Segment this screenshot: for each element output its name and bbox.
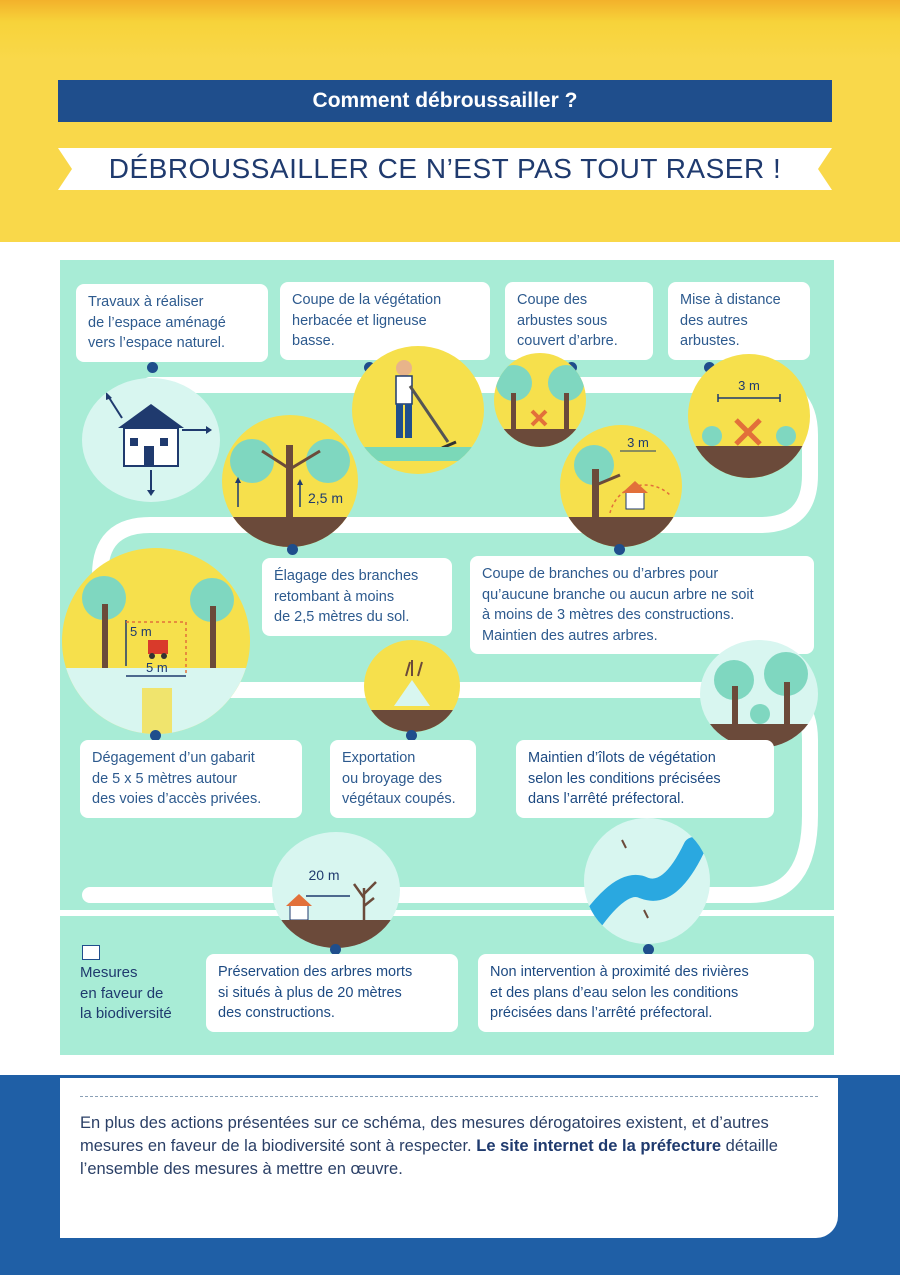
biodiversity-legend-swatch bbox=[82, 945, 100, 960]
branch-clearance-illustration bbox=[560, 425, 682, 547]
worker-mowing-illustration bbox=[352, 346, 484, 474]
measure-2-5m: 2,5 m bbox=[308, 490, 344, 506]
step-rivieres-text: Non intervention à proximité des rivières et des plans d’eau selon les conditions précisées dans l’arrêté préfectoral. bbox=[490, 964, 749, 1021]
step-coupe-arbustes-text: Coupe des arbustes sous couvert d’arbre. bbox=[517, 292, 618, 349]
step-mise-distance-text: Mise à distance des autres arbustes. bbox=[680, 292, 781, 349]
step-travaux-text: Travaux à réaliser de l’espace aménagé vers l’espace naturel. bbox=[88, 294, 226, 351]
vegetation-islands-illustration bbox=[700, 640, 818, 748]
headline-banner bbox=[58, 148, 832, 190]
measure-3m-a: 3 m bbox=[738, 378, 760, 393]
step-degagement-text: Dégagement d’un gabarit de 5 x 5 mètres autour des voies d’accès privées. bbox=[92, 750, 262, 807]
step-travaux-marker bbox=[147, 362, 158, 373]
shrub-under-tree-illustration bbox=[494, 353, 586, 447]
biodiversity-legend-label: Mesures en faveur de la biodiversité bbox=[80, 964, 172, 1022]
headline-text: DÉBROUSSAILLER CE N’EST PAS TOUT RASER ! bbox=[108, 153, 782, 184]
step-coupe-vegetation-text: Coupe de la végétation herbacée et ligneuse basse. bbox=[292, 292, 442, 349]
footer-divider bbox=[80, 1096, 818, 1097]
access-road-clearance-illustration bbox=[62, 548, 250, 734]
debris-removal-illustration bbox=[364, 640, 460, 732]
step-elagage-box bbox=[262, 558, 452, 636]
measure-5m-horizontal: 5 m bbox=[146, 660, 168, 675]
pruning-illustration bbox=[222, 415, 358, 547]
step-degagement-box bbox=[80, 740, 302, 818]
step-elagage-marker bbox=[287, 544, 298, 555]
dead-tree-illustration bbox=[272, 832, 400, 948]
footer-note bbox=[60, 1078, 838, 1238]
step-coupe-branches-marker bbox=[614, 544, 625, 555]
measure-3m-b: 3 m bbox=[627, 435, 649, 450]
page-title: Comment débroussailler ? bbox=[58, 80, 832, 122]
footer-text-part2: détaille l’ensemble des mesures à mettre en œuvre. bbox=[80, 1137, 778, 1178]
measure-20m: 20 m bbox=[308, 867, 340, 883]
footer-text bbox=[80, 1112, 820, 1181]
prefecture-website-link[interactable]: Le site internet de la préfecture bbox=[476, 1137, 722, 1155]
step-ilots-box bbox=[516, 740, 774, 818]
step-exportation-box bbox=[330, 740, 476, 818]
step-coupe-arbustes-box bbox=[505, 282, 653, 360]
step-arbres-morts-text: Préservation des arbres morts si situés à plus de 20 mètres des constructions. bbox=[218, 964, 413, 1021]
step-coupe-branches-text: Coupe de branches ou d’arbres pour qu’aucune branche ou aucun arbre ne soit à moins de 3 mètres des constructions. Maintien des autres arbres. bbox=[482, 566, 754, 644]
shrub-spacing-illustration bbox=[688, 354, 810, 478]
step-rivieres-box bbox=[478, 954, 814, 1032]
house-illustration bbox=[82, 378, 220, 502]
step-travaux-box bbox=[76, 284, 268, 362]
step-exportation-text: Exportation ou broyage des végétaux coupés. bbox=[342, 750, 456, 807]
step-elagage-text: Élagage des branches retombant à moins de 2,5 mètres du sol. bbox=[274, 568, 419, 625]
step-arbres-morts-box bbox=[206, 954, 458, 1032]
step-mise-distance-box bbox=[668, 282, 810, 360]
step-coupe-vegetation-box bbox=[280, 282, 490, 360]
river-illustration bbox=[584, 818, 710, 944]
footer-text-part1: En plus des actions présentées sur ce schéma, des mesures dérogatoires existent, et d’autres mesures en faveur de la biodiversité sont à respecter. bbox=[80, 1114, 769, 1155]
step-ilots-text: Maintien d’îlots de végétation selon les conditions précisées dans l’arrêté préfectoral. bbox=[528, 750, 721, 807]
measure-5m-vertical: 5 m bbox=[130, 624, 152, 639]
